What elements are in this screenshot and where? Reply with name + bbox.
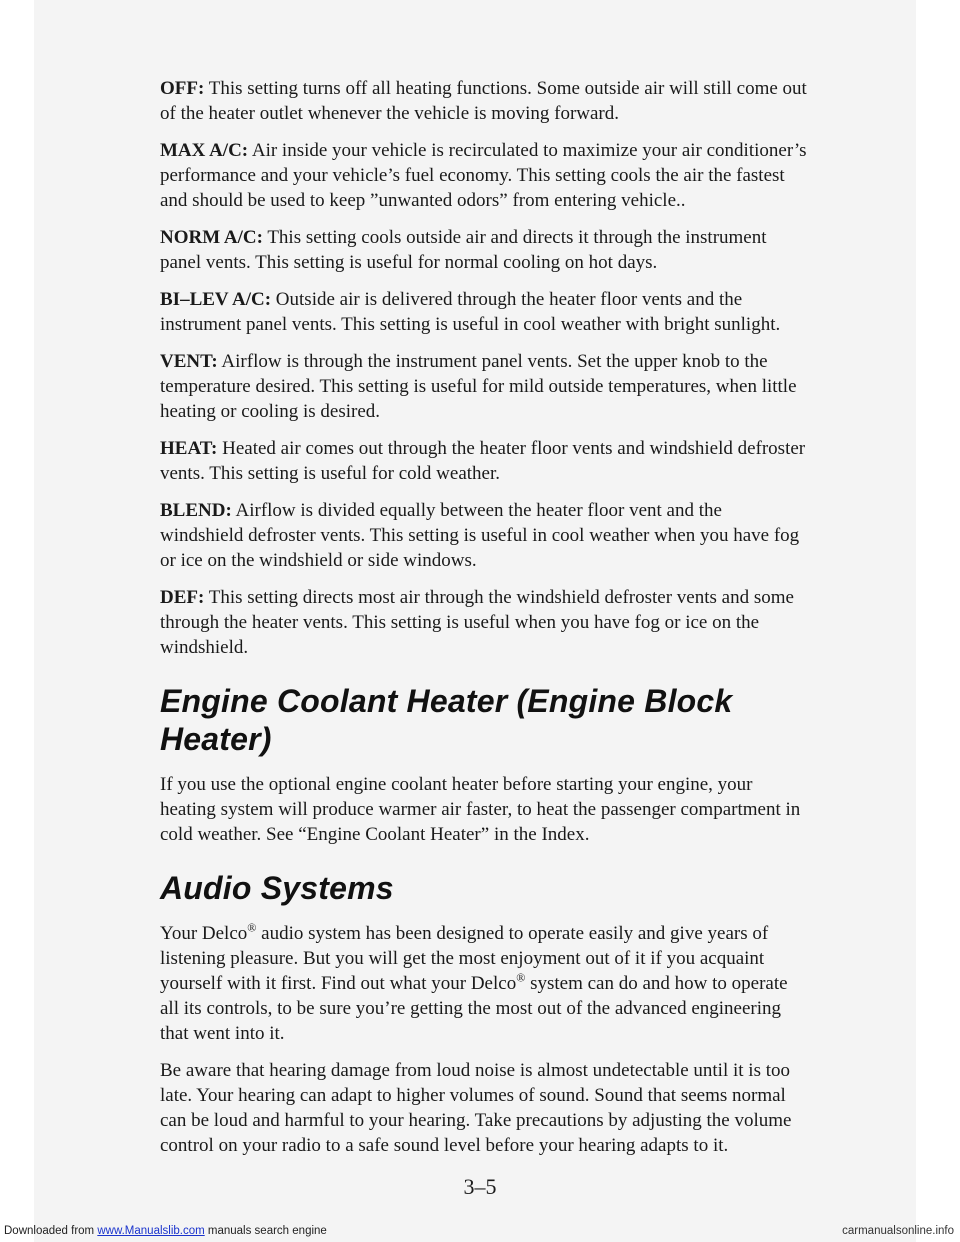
download-footer: [4, 1225, 327, 1237]
setting-description: Heated air comes out through the heater floor vents and windshield defroster vents. This setting is useful for cold weather.: [160, 438, 806, 484]
footer-suffix: manuals search engine: [204, 1225, 327, 1237]
setting-norm-ac: [160, 225, 810, 275]
section-heading-audio-systems: Audio Systems: [160, 870, 394, 906]
setting-term: MAX A/C:: [160, 140, 249, 161]
setting-term: BLEND:: [160, 500, 232, 521]
setting-heat: [160, 436, 810, 486]
audio-paragraph-1: [160, 921, 810, 1046]
audio-text: audio system has been designed to operate easily and give years of listening pleasure. But you will get the most enjoyment out of it if you acquaint yourself with it first. Find out what your Delco: [160, 923, 769, 994]
setting-term: NORM A/C:: [160, 227, 263, 248]
page-number: 3–5: [463, 1174, 497, 1199]
setting-term: DEF:: [160, 587, 205, 608]
manualslib-link[interactable]: www.Manualslib.com: [97, 1225, 205, 1237]
setting-description: Airflow is through the instrument panel vents. Set the upper knob to the temperature desired. This setting is useful for mild outside temperatures, when little heating or cooling is desired.: [160, 351, 797, 422]
setting-term: OFF:: [160, 78, 205, 99]
page-content: [160, 76, 810, 1170]
setting-description: This setting directs most air through the windshield defroster vents and some through the heater vents. This setting is useful when you have fog or ice on the windshield.: [160, 587, 794, 658]
setting-blend: [160, 498, 810, 573]
audio-text: system can do and how to operate all its controls, to be sure you’re getting the most out of the advanced engineering that went into it.: [160, 973, 788, 1044]
watermark-text: carmanualsonline.info: [842, 1225, 954, 1237]
setting-term: HEAT:: [160, 438, 218, 459]
setting-bi-lev-ac: [160, 287, 810, 337]
setting-term: BI–LEV A/C:: [160, 289, 272, 310]
setting-off: [160, 76, 810, 126]
footer-prefix: Downloaded from: [4, 1225, 98, 1237]
setting-vent: [160, 349, 810, 424]
coolant-heater-paragraph: If you use the optional engine coolant heater before starting your engine, your heating system will produce warmer air faster, to heat the passenger compartment in cold weather. See “Engine Coolant Heater” in the Index.: [160, 774, 801, 845]
setting-description: This setting turns off all heating functions. Some outside air will still come out of the heater outlet whenever the vehicle is moving forward.: [160, 78, 807, 124]
setting-description: Outside air is delivered through the heater floor vents and the instrument panel vents. This setting is useful in cool weather with bright sunlight.: [160, 289, 781, 335]
registered-mark: ®: [247, 920, 257, 935]
audio-paragraph-2: Be aware that hearing damage from loud noise is almost undetectable until it is too late. Your hearing can adapt to higher volumes of sound. Sound that seems normal can be loud and harmful to your hearing. Take precautions by adjusting the volume control on your radio to a safe sound level before your hearing adapts to it.: [160, 1060, 792, 1156]
setting-max-ac: [160, 138, 810, 213]
setting-description: This setting cools outside air and directs it through the instrument panel vents. This setting is useful for normal cooling on hot days.: [160, 227, 767, 273]
setting-def: [160, 585, 810, 660]
audio-text: Your Delco: [160, 923, 248, 944]
setting-description: Air inside your vehicle is recirculated to maximize your air conditioner’s performance and your vehicle’s fuel economy. This setting cools the air the fastest and should be used to keep ”unwanted odors” from entering vehicle..: [160, 140, 807, 211]
section-heading-coolant-heater: Engine Coolant Heater (Engine Block Heater): [160, 683, 733, 757]
registered-mark: ®: [516, 970, 526, 985]
setting-term: VENT:: [160, 351, 218, 372]
setting-description: Airflow is divided equally between the heater floor vent and the windshield defroster vents. This setting is useful in cool weather when you have fog or ice on the windshield or side windows.: [160, 500, 800, 571]
